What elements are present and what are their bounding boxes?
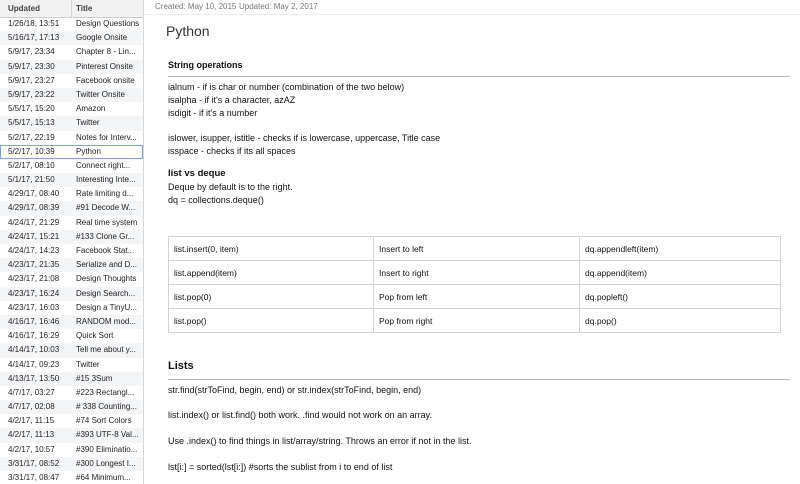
row-updated-date: 4/24/17, 15:21 bbox=[8, 231, 60, 241]
row-note-title: #64 Minimum... bbox=[76, 473, 131, 482]
row-updated-date: 4/2/17, 10:57 bbox=[8, 444, 55, 454]
text-line: str.find(strToFind, begin, end) or str.index(strToFind, begin, end) bbox=[168, 385, 422, 395]
note-list-row[interactable] bbox=[0, 414, 143, 428]
note-list-row[interactable] bbox=[0, 145, 143, 159]
note-list-row[interactable] bbox=[0, 272, 143, 286]
row-updated-date: 3/31/17, 08:47 bbox=[8, 473, 60, 482]
row-note-title: Amazon bbox=[76, 104, 106, 114]
note-list-row[interactable] bbox=[0, 471, 143, 484]
row-updated-date: 5/5/17, 15:13 bbox=[8, 118, 55, 128]
row-note-title: Chapter 8 - Lin... bbox=[76, 47, 136, 57]
heading-list-vs-deque: list vs deque bbox=[168, 168, 226, 179]
table-cell[interactable]: dq.appendleft(item) bbox=[580, 237, 781, 261]
row-note-title: #74 Sort Colors bbox=[76, 416, 132, 426]
note-list-row[interactable] bbox=[0, 31, 143, 45]
table-row bbox=[169, 309, 781, 333]
table-cell[interactable]: list.pop(0) bbox=[169, 285, 374, 309]
table-cell[interactable]: dq.popleft() bbox=[580, 285, 781, 309]
row-updated-date: 4/2/17, 11:13 bbox=[8, 430, 55, 440]
column-header-updated[interactable]: Updated bbox=[8, 4, 40, 13]
note-list-row[interactable] bbox=[0, 131, 143, 145]
row-note-title: Twitter bbox=[76, 118, 100, 128]
note-list-row[interactable] bbox=[0, 428, 143, 442]
table-cell[interactable]: list.append(item) bbox=[169, 261, 374, 285]
row-updated-date: 5/2/17, 08:10 bbox=[8, 160, 55, 170]
row-updated-date: 3/31/17, 08:52 bbox=[8, 458, 60, 468]
row-updated-date: 5/9/17, 23:22 bbox=[8, 89, 55, 99]
row-note-title: Design a TinyU... bbox=[76, 302, 137, 312]
row-updated-date: 4/24/17, 14:23 bbox=[8, 246, 60, 255]
note-list-row[interactable] bbox=[0, 287, 143, 301]
row-updated-date: 4/23/17, 16:24 bbox=[8, 288, 60, 298]
table-cell[interactable]: Pop from left bbox=[374, 285, 580, 309]
note-list-row[interactable] bbox=[0, 372, 143, 386]
column-divider[interactable] bbox=[71, 0, 72, 17]
row-note-title: #390 Eliminatio... bbox=[76, 444, 138, 454]
note-list-row[interactable] bbox=[0, 244, 143, 258]
row-updated-date: 4/16/17, 16:46 bbox=[8, 316, 60, 326]
table-cell[interactable]: dq.append(item) bbox=[580, 261, 781, 285]
row-note-title: #15 3Sum bbox=[76, 373, 113, 383]
table-cell[interactable]: dq.pop() bbox=[580, 309, 781, 333]
note-list-row[interactable] bbox=[0, 45, 143, 59]
heading-lists: Lists bbox=[168, 360, 790, 380]
row-updated-date: 4/7/17, 03:27 bbox=[8, 387, 55, 397]
note-list-row[interactable] bbox=[0, 315, 143, 329]
text-line: isdigit - if it's a number bbox=[168, 108, 258, 118]
table-cell[interactable]: Insert to left bbox=[374, 237, 580, 261]
created-date: Created: May 10, 2015 bbox=[155, 2, 237, 11]
text-line: list.index() or list.find() both work. .find would not work on an array. bbox=[168, 410, 432, 420]
row-updated-date: 5/9/17, 23:30 bbox=[8, 61, 55, 71]
heading-string-operations: String operations bbox=[168, 60, 790, 77]
text-line: islower, isupper, istitle - checks if is lowercase, uppercase, Title case bbox=[168, 133, 441, 143]
row-updated-date: 4/24/17, 21:29 bbox=[8, 217, 60, 227]
list-vs-deque-table bbox=[168, 236, 781, 333]
note-list-row[interactable] bbox=[0, 74, 143, 88]
row-updated-date: 4/29/17, 08:39 bbox=[8, 203, 60, 213]
row-note-title: Design Thoughts bbox=[76, 274, 137, 284]
note-list-row[interactable] bbox=[0, 400, 143, 414]
row-updated-date: 5/9/17, 23:34 bbox=[8, 47, 55, 57]
row-updated-date: 5/2/17, 10:39 bbox=[8, 146, 55, 156]
note-list bbox=[0, 17, 143, 484]
note-title[interactable]: Python bbox=[166, 23, 210, 39]
row-note-title: Google Onsite bbox=[76, 33, 128, 43]
note-list-row[interactable] bbox=[0, 329, 143, 343]
table-cell[interactable]: Insert to right bbox=[374, 261, 580, 285]
row-note-title: Twitter bbox=[76, 359, 100, 369]
row-note-title: Quick Sort bbox=[76, 331, 114, 341]
row-note-title: Connect right... bbox=[76, 160, 131, 170]
row-note-title: Pinterest Onsite bbox=[76, 61, 133, 71]
note-list-row[interactable] bbox=[0, 386, 143, 400]
row-note-title: # 338 Counting... bbox=[76, 402, 137, 412]
note-list-header bbox=[0, 0, 143, 18]
row-note-title: Real time system bbox=[76, 217, 138, 227]
note-list-pane bbox=[0, 0, 144, 484]
row-updated-date: 5/2/17, 22:19 bbox=[8, 132, 55, 142]
table-row bbox=[169, 285, 781, 309]
row-note-title: Interesting Inte... bbox=[76, 175, 136, 185]
note-list-row[interactable] bbox=[0, 258, 143, 272]
row-updated-date: 4/23/17, 21:08 bbox=[8, 274, 60, 284]
row-note-title: Design Questions bbox=[76, 19, 140, 28]
row-updated-date: 5/16/17, 17:13 bbox=[8, 33, 60, 43]
note-meta-bar bbox=[144, 0, 800, 15]
row-updated-date: 4/23/17, 16:03 bbox=[8, 302, 60, 312]
note-list-row[interactable] bbox=[0, 457, 143, 471]
row-note-title: Facebook onsite bbox=[76, 75, 135, 85]
row-note-title: #393 UTF-8 Val... bbox=[76, 430, 139, 440]
note-list-row[interactable] bbox=[0, 116, 143, 130]
text-line: isalpha - if it's a character, azAZ bbox=[168, 95, 296, 105]
text-line: Deque by default is to the right. bbox=[168, 182, 293, 192]
row-note-title: #223 Rectangl... bbox=[76, 387, 135, 397]
note-list-row[interactable] bbox=[0, 187, 143, 201]
note-list-row[interactable] bbox=[0, 201, 143, 215]
note-list-row[interactable] bbox=[0, 343, 143, 357]
note-list-row[interactable] bbox=[0, 88, 143, 102]
row-note-title: Python bbox=[76, 146, 101, 156]
text-line: lst[i:] = sorted(lst[i:]) #sorts the sublist from i to end of list bbox=[168, 462, 393, 472]
row-updated-date: 4/29/17, 08:40 bbox=[8, 189, 60, 199]
note-list-row[interactable] bbox=[0, 443, 143, 457]
row-updated-date: 4/16/17, 16:29 bbox=[8, 331, 60, 341]
note-list-row[interactable] bbox=[0, 216, 143, 230]
row-updated-date: 5/1/17, 21:50 bbox=[8, 175, 55, 185]
row-note-title: Facebook Stat... bbox=[76, 246, 135, 255]
text-line: isspace - checks if its all spaces bbox=[168, 146, 296, 156]
table-row bbox=[169, 237, 781, 261]
updated-date: Updated: May 2, 2017 bbox=[239, 2, 318, 11]
table-cell[interactable]: list.insert(0, item) bbox=[169, 237, 374, 261]
note-list-row[interactable] bbox=[0, 159, 143, 173]
row-note-title: Notes for Interv... bbox=[76, 132, 137, 142]
row-updated-date: 4/2/17, 11:15 bbox=[8, 416, 55, 426]
row-note-title: #91 Decode W... bbox=[76, 203, 136, 213]
note-list-row[interactable] bbox=[0, 358, 143, 372]
note-list-row[interactable] bbox=[0, 102, 143, 116]
row-updated-date: 1/26/18, 13:51 bbox=[8, 19, 60, 28]
note-list-row[interactable] bbox=[0, 17, 143, 31]
row-note-title: Serialize and D... bbox=[76, 260, 137, 270]
row-updated-date: 5/9/17, 23:27 bbox=[8, 75, 55, 85]
row-note-title: Tell me about y... bbox=[76, 345, 136, 355]
row-note-title: Design Search... bbox=[76, 288, 136, 298]
table-cell[interactable]: Pop from right bbox=[374, 309, 580, 333]
row-note-title: #300 Longest I... bbox=[76, 458, 136, 468]
note-list-row[interactable] bbox=[0, 60, 143, 74]
row-updated-date: 4/23/17, 21:35 bbox=[8, 260, 60, 270]
row-updated-date: 4/14/17, 10:03 bbox=[8, 345, 60, 355]
row-updated-date: 4/7/17, 02:08 bbox=[8, 402, 55, 412]
row-updated-date: 4/13/17, 13:50 bbox=[8, 373, 60, 383]
table-row bbox=[169, 261, 781, 285]
row-updated-date: 5/5/17, 15:20 bbox=[8, 104, 55, 114]
row-note-title: RANDOM mod... bbox=[76, 316, 137, 326]
text-line: dq = collections.deque() bbox=[168, 195, 264, 205]
text-line: Use .index() to find things in list/array/string. Throws an error if not in the list. bbox=[168, 436, 472, 446]
note-list-row[interactable] bbox=[0, 230, 143, 244]
row-note-title: #133 Clone Gr... bbox=[76, 231, 135, 241]
note-list-row[interactable] bbox=[0, 301, 143, 315]
note-list-row[interactable] bbox=[0, 173, 143, 187]
table-cell[interactable]: list.pop() bbox=[169, 309, 374, 333]
row-updated-date: 4/14/17, 09:23 bbox=[8, 359, 60, 369]
row-note-title: Rate limiting d... bbox=[76, 189, 134, 199]
row-note-title: Twitter Onsite bbox=[76, 89, 125, 99]
text-line: ialnum - if is char or number (combination of the two below) bbox=[168, 82, 405, 92]
column-header-title[interactable]: Title bbox=[76, 4, 93, 13]
